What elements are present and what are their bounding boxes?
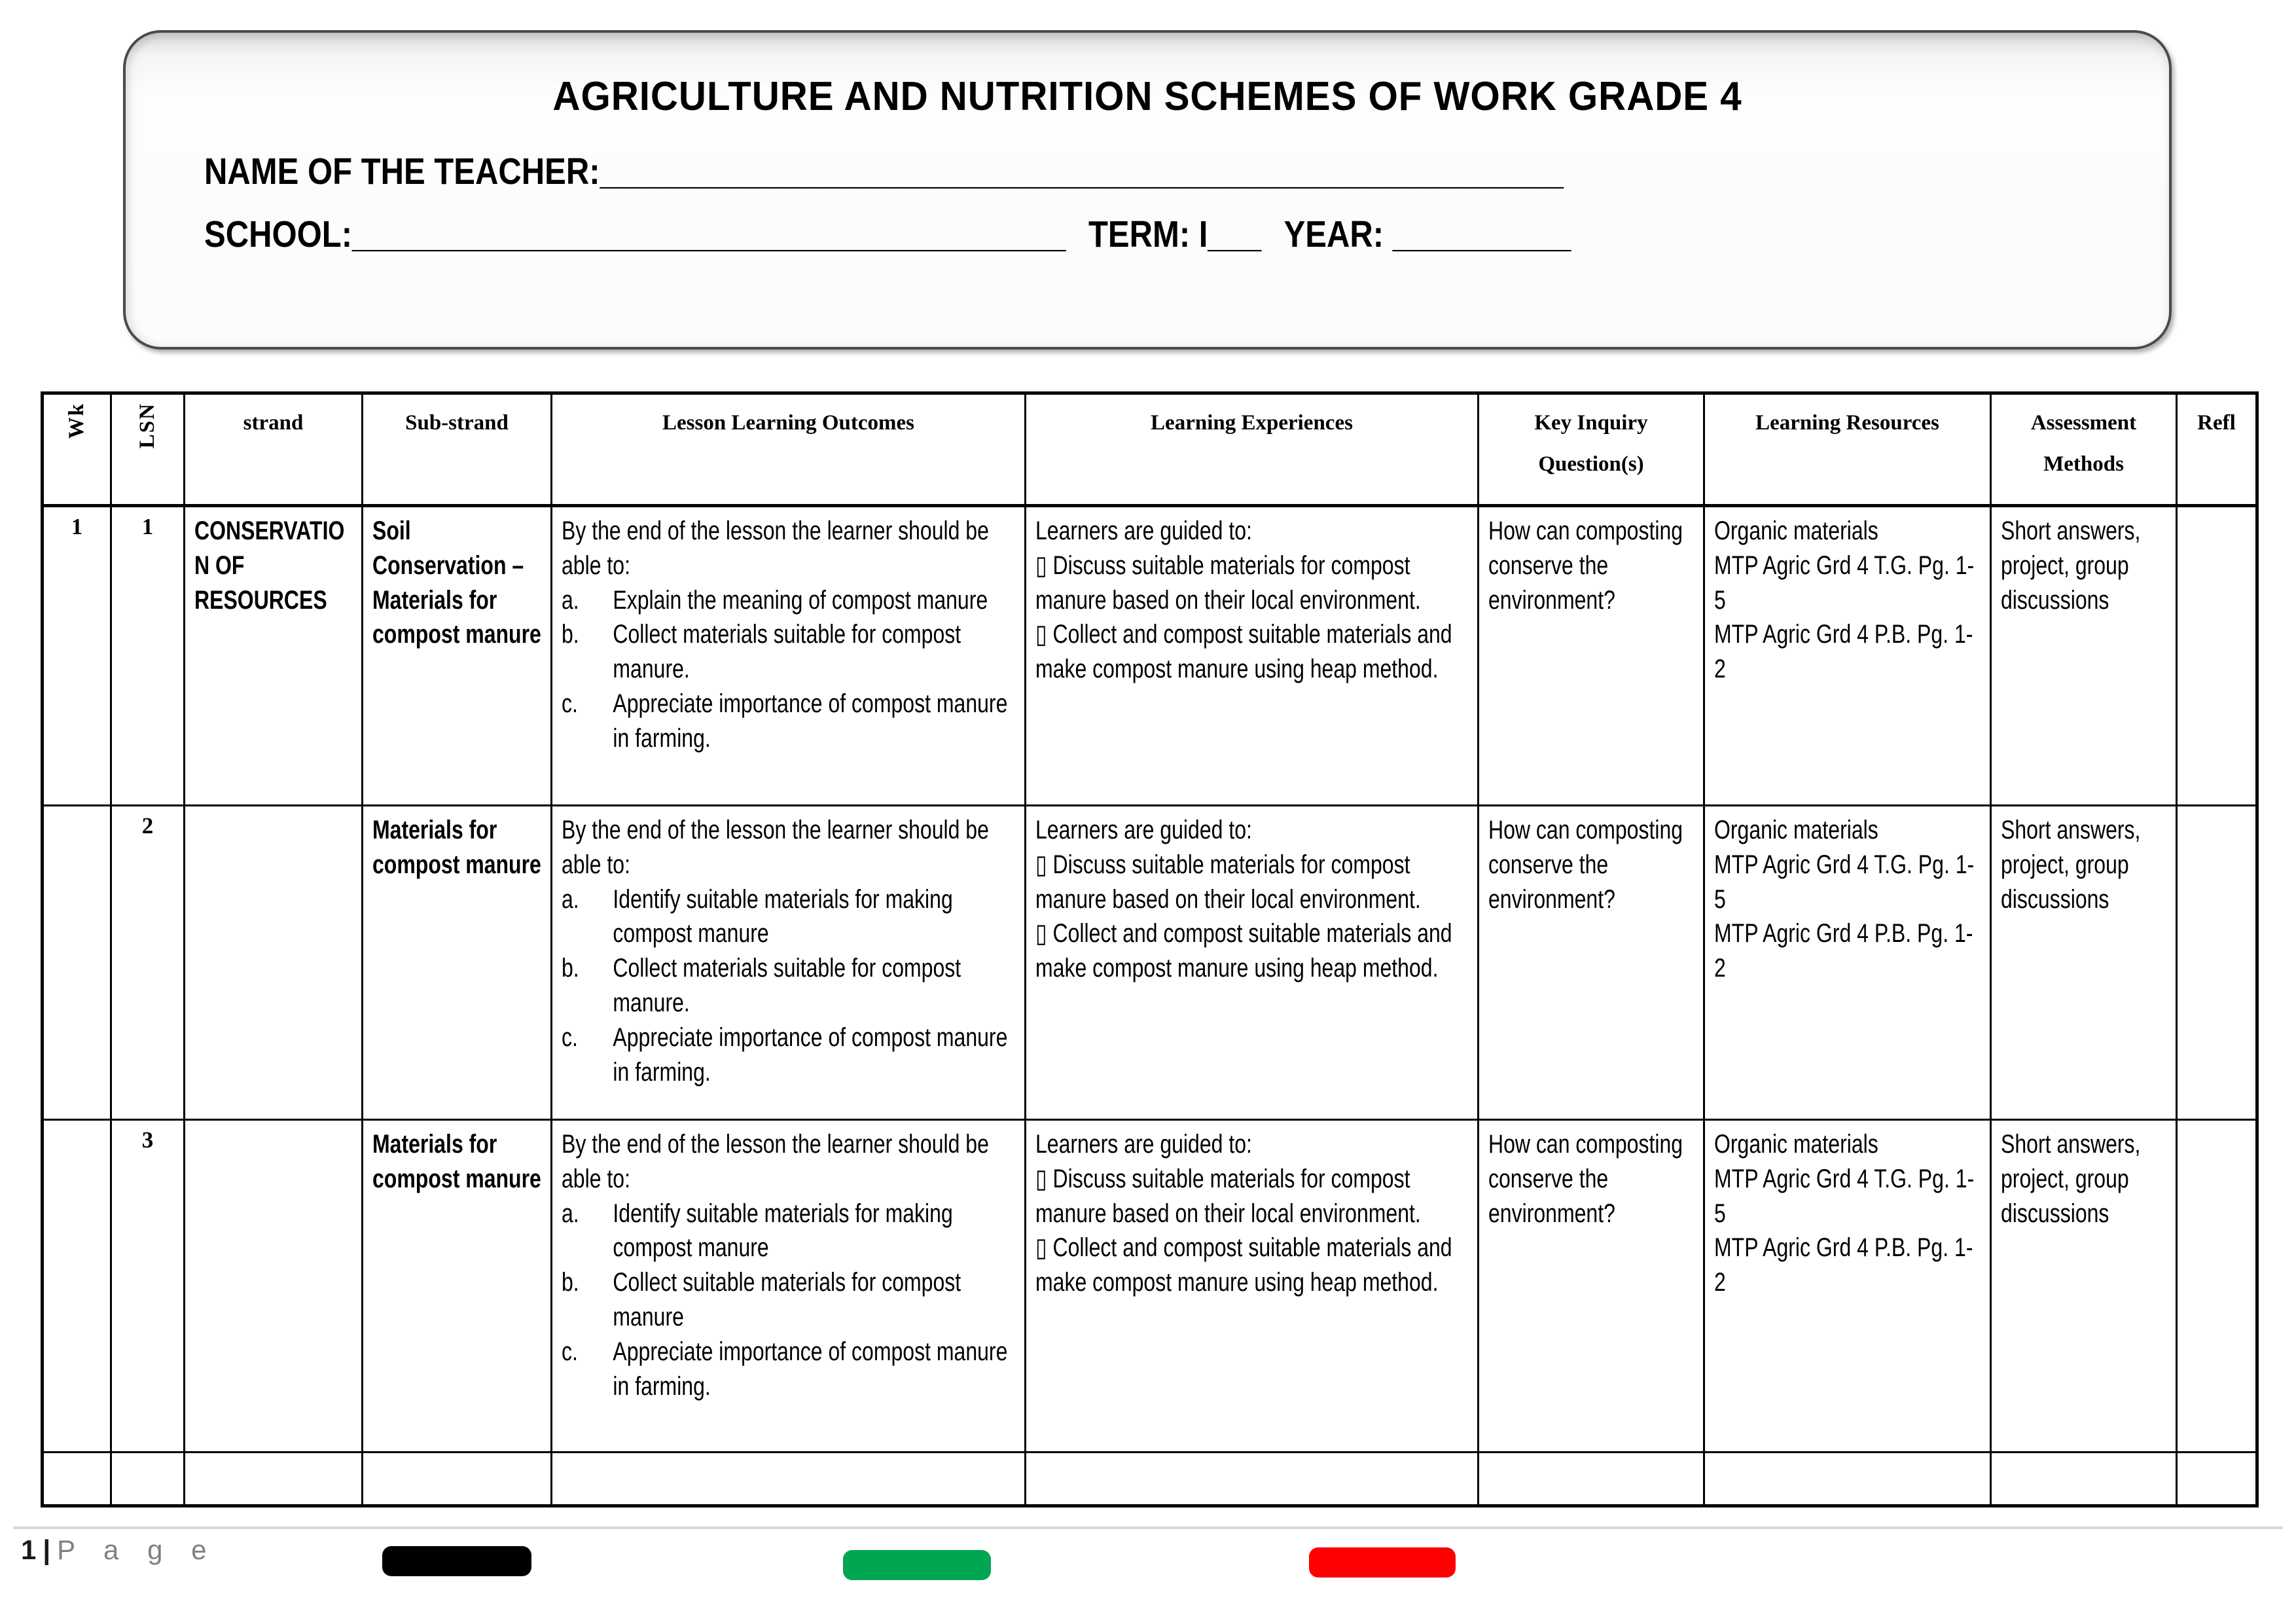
square-bullet-icon: ▯ bbox=[1035, 550, 1047, 580]
cell-resources bbox=[1704, 506, 1991, 806]
cell-empty bbox=[1704, 1453, 1991, 1506]
resource-line: MTP Agric Grd 4 P.B. Pg. 1-2 bbox=[1714, 620, 1973, 684]
outcome-item: c. Appreciate importance of compost manure in farming. bbox=[562, 1337, 1008, 1401]
cell-resources bbox=[1704, 806, 1991, 1120]
cell-substrand: Materials for compost manure bbox=[363, 806, 552, 1120]
table-row bbox=[43, 506, 2257, 806]
cell-experiences bbox=[1026, 1120, 1479, 1453]
cell-lsn: 1 bbox=[111, 506, 185, 806]
year-blank-field[interactable]: __________ bbox=[1392, 213, 1571, 255]
teacher-line bbox=[204, 150, 1894, 193]
cell-wk bbox=[43, 1120, 111, 1453]
cell-experiences bbox=[1026, 806, 1479, 1120]
column-header-lsn: LSN bbox=[111, 393, 185, 506]
cell-empty bbox=[552, 1453, 1026, 1506]
outcomes-intro: By the end of the lesson the learner should be able to: bbox=[562, 516, 989, 580]
column-header-experiences: Learning Experiences bbox=[1026, 393, 1479, 506]
square-bullet-icon: ▯ bbox=[1035, 620, 1047, 649]
cell-empty bbox=[111, 1453, 185, 1506]
page-title: AGRICULTURE AND NUTRITION SCHEMES OF WORK GRADE 4 bbox=[552, 74, 1742, 119]
cell-empty bbox=[1026, 1453, 1479, 1506]
cell-lsn: 3 bbox=[111, 1120, 185, 1453]
cell-empty bbox=[43, 1453, 111, 1506]
cell-resources bbox=[1704, 1120, 1991, 1453]
table-row-empty bbox=[43, 1453, 2257, 1506]
column-header-inquiry: Key Inquiry Question(s) bbox=[1479, 393, 1704, 506]
cell-strand bbox=[185, 1120, 363, 1453]
cell-strand: CONSERVATION OF RESOURCES bbox=[185, 506, 363, 806]
outcome-item: b. Collect materials suitable for compost manure. bbox=[562, 954, 961, 1017]
cell-inquiry: How can composting conserve the environment? bbox=[1479, 1120, 1704, 1453]
cell-empty bbox=[1479, 1453, 1704, 1506]
school-label: SCHOOL: bbox=[204, 213, 353, 255]
outcome-item: c. Appreciate importance of compost manure in farming. bbox=[562, 1022, 1008, 1087]
table-row bbox=[43, 806, 2257, 1120]
year-label: YEAR: bbox=[1283, 213, 1384, 255]
green-highlight-bar bbox=[843, 1550, 991, 1580]
outcome-item: a. Identify suitable materials for making compost manure bbox=[562, 884, 953, 948]
resource-line: MTP Agric Grd 4 P.B. Pg. 1-2 bbox=[1714, 1233, 1973, 1297]
page-footer bbox=[21, 1534, 217, 1566]
teacher-blank-field[interactable]: ______________________________________________________ bbox=[600, 151, 1564, 192]
cell-assessment: Short answers, project, group discussions bbox=[1991, 1120, 2177, 1453]
square-bullet-icon: ▯ bbox=[1035, 850, 1047, 879]
square-bullet-icon: ▯ bbox=[1035, 1233, 1047, 1263]
square-bullet-icon: ▯ bbox=[1035, 919, 1047, 948]
experience-bullet: ▯ Collect and compost suitable materials and make compost manure using heap method. bbox=[1035, 919, 1452, 983]
column-header-wk: Wk bbox=[43, 393, 111, 506]
black-highlight-bar bbox=[382, 1546, 531, 1576]
red-highlight-bar bbox=[1309, 1547, 1456, 1578]
cell-empty bbox=[185, 1453, 363, 1506]
schemes-of-work-table bbox=[41, 391, 2259, 1507]
outcome-item: b. Collect suitable materials for compost manure bbox=[562, 1268, 961, 1331]
outcomes-intro: By the end of the lesson the learner should be able to: bbox=[562, 816, 989, 879]
experience-bullet: ▯ Discuss suitable materials for compost manure based on their local environment. bbox=[1035, 1164, 1421, 1228]
cell-assessment: Short answers, project, group discussions bbox=[1991, 506, 2177, 806]
cell-lsn: 2 bbox=[111, 806, 185, 1120]
cell-outcomes bbox=[552, 506, 1026, 806]
square-bullet-icon: ▯ bbox=[1035, 1164, 1047, 1193]
teacher-label: NAME OF THE TEACHER: bbox=[204, 151, 600, 192]
footer-divider-line bbox=[13, 1526, 2283, 1529]
outcomes-intro: By the end of the lesson the learner should be able to: bbox=[562, 1130, 989, 1193]
cell-refl bbox=[2177, 806, 2257, 1120]
table-row bbox=[43, 1120, 2257, 1453]
outcome-item: a. Identify suitable materials for making compost manure bbox=[562, 1199, 953, 1263]
experiences-intro: Learners are guided to: bbox=[1035, 1130, 1252, 1159]
column-header-assessment: Assessment Methods bbox=[1991, 393, 2177, 506]
resource-line: Organic materials bbox=[1714, 816, 1878, 844]
cell-empty bbox=[2177, 1453, 2257, 1506]
resource-line: MTP Agric Grd 4 T.G. Pg. 1-5 bbox=[1714, 1164, 1975, 1228]
footer-separator: | bbox=[43, 1534, 51, 1565]
column-header-substrand: Sub-strand bbox=[363, 393, 552, 506]
cell-inquiry: How can composting conserve the environment? bbox=[1479, 806, 1704, 1120]
resource-line: MTP Agric Grd 4 T.G. Pg. 1-5 bbox=[1714, 850, 1975, 914]
experience-bullet: ▯ Discuss suitable materials for compost manure based on their local environment. bbox=[1035, 550, 1421, 615]
cell-empty bbox=[1991, 1453, 2177, 1506]
outcome-item: a. Explain the meaning of compost manure bbox=[562, 585, 988, 615]
header-box bbox=[123, 30, 2172, 350]
resource-line: MTP Agric Grd 4 T.G. Pg. 1-5 bbox=[1714, 550, 1975, 615]
term-value: I bbox=[1198, 213, 1208, 255]
cell-substrand: Materials for compost manure bbox=[363, 1120, 552, 1453]
cell-refl bbox=[2177, 1120, 2257, 1453]
column-header-strand: strand bbox=[185, 393, 363, 506]
school-blank-field[interactable]: ________________________________________ bbox=[352, 213, 1066, 255]
resource-line: Organic materials bbox=[1714, 1130, 1878, 1159]
cell-wk bbox=[43, 806, 111, 1120]
experience-bullet: ▯ Collect and compost suitable materials and make compost manure using heap method. bbox=[1035, 1233, 1452, 1297]
page-word: P a g e bbox=[57, 1534, 217, 1565]
resource-line: MTP Agric Grd 4 P.B. Pg. 1-2 bbox=[1714, 919, 1973, 983]
experience-bullet: ▯ Collect and compost suitable materials and make compost manure using heap method. bbox=[1035, 620, 1452, 684]
outcome-item: c. Appreciate importance of compost manure in farming. bbox=[562, 689, 1008, 753]
page-number: 1 bbox=[21, 1534, 37, 1565]
outcome-item: b. Collect materials suitable for compost manure. bbox=[562, 620, 961, 684]
cell-experiences bbox=[1026, 506, 1479, 806]
column-header-outcomes: Lesson Learning Outcomes bbox=[552, 393, 1026, 506]
school-line bbox=[204, 213, 1894, 256]
cell-assessment: Short answers, project, group discussions bbox=[1991, 806, 2177, 1120]
table-header-row bbox=[43, 393, 2257, 506]
experience-bullet: ▯ Discuss suitable materials for compost manure based on their local environment. bbox=[1035, 850, 1421, 914]
cell-substrand: Soil Conservation – Materials for compost manure bbox=[363, 506, 552, 806]
term-blank-field[interactable]: ___ bbox=[1208, 213, 1262, 255]
cell-wk: 1 bbox=[43, 506, 111, 806]
cell-outcomes bbox=[552, 806, 1026, 1120]
term-label: TERM: bbox=[1088, 213, 1191, 255]
cell-inquiry: How can composting conserve the environment? bbox=[1479, 506, 1704, 806]
column-header-resources: Learning Resources bbox=[1704, 393, 1991, 506]
cell-strand bbox=[185, 806, 363, 1120]
cell-outcomes bbox=[552, 1120, 1026, 1453]
column-header-refl: Refl bbox=[2177, 393, 2257, 506]
resource-line: Organic materials bbox=[1714, 516, 1878, 545]
experiences-intro: Learners are guided to: bbox=[1035, 816, 1252, 844]
cell-refl bbox=[2177, 506, 2257, 806]
cell-empty bbox=[363, 1453, 552, 1506]
experiences-intro: Learners are guided to: bbox=[1035, 516, 1252, 545]
